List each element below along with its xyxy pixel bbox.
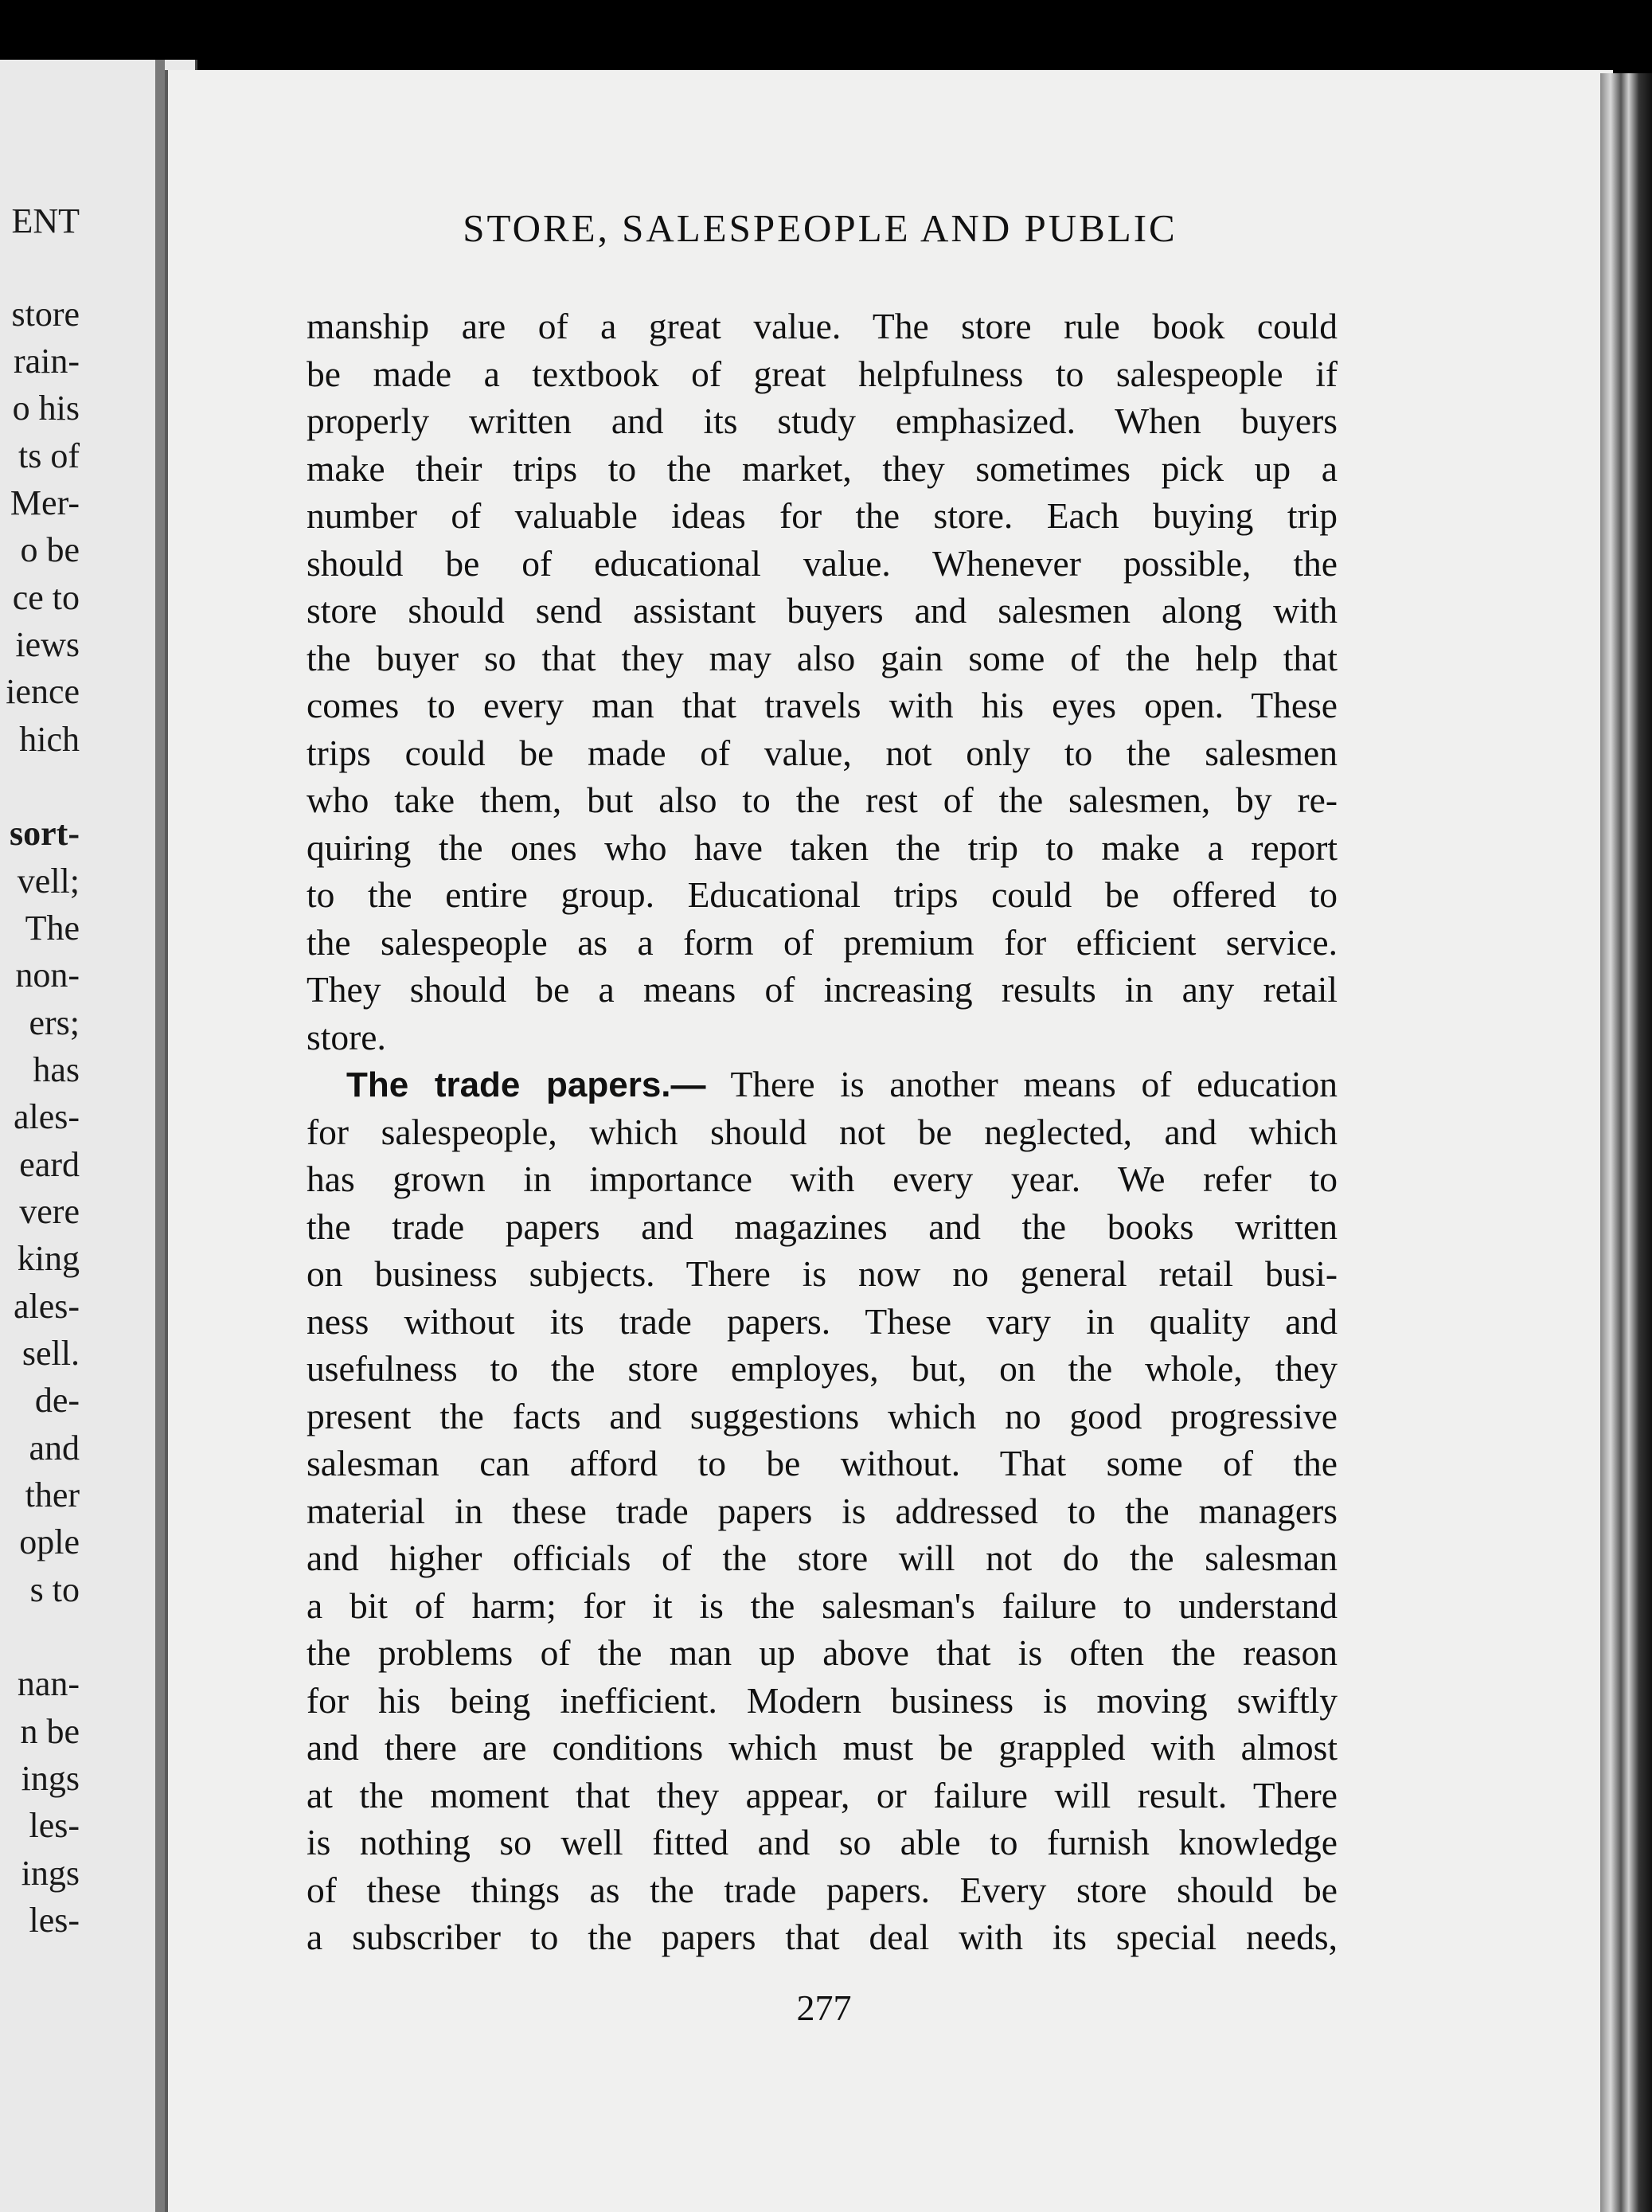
text-line: who take them, but also to the rest of the salesmen, by re- bbox=[307, 780, 1338, 820]
facing-page-text-fragment: o be bbox=[20, 530, 80, 569]
text-line-run: There is another means of education bbox=[730, 1064, 1338, 1104]
text-line: and higher officials of the store will not do the salesman bbox=[307, 1538, 1338, 1578]
page-number: 277 bbox=[796, 1987, 852, 2028]
facing-page-text-fragment: vere bbox=[19, 1192, 80, 1231]
facing-page-text-fragment: eard bbox=[19, 1145, 80, 1184]
running-head: STORE, SALESPEOPLE AND PUBLIC bbox=[463, 206, 1177, 250]
text-line: comes to every man that travels with his eyes open. These bbox=[307, 685, 1338, 725]
facing-page-text-fragment: ople bbox=[19, 1522, 80, 1561]
facing-page-text-fragment: les- bbox=[29, 1901, 80, 1940]
text-line: a bit of harm; for it is the salesman's failure to understand bbox=[307, 1585, 1338, 1626]
book-gutter bbox=[155, 60, 165, 2212]
facing-page-text-fragment: rain- bbox=[13, 342, 80, 381]
text-line: the trade papers and magazines and the books written bbox=[307, 1206, 1338, 1247]
facing-page-text-fragment: ers; bbox=[29, 1003, 80, 1042]
body-text bbox=[307, 303, 1338, 1961]
facing-page-text-fragment: n be bbox=[20, 1712, 80, 1751]
text-line: salesman can afford to be without. That some of the bbox=[307, 1443, 1338, 1483]
text-line: the problems of the man up above that is often the reason bbox=[307, 1632, 1338, 1673]
text-line: material in these trade papers is addressed to the managers bbox=[307, 1490, 1338, 1531]
facing-page-text-fragment: de- bbox=[34, 1381, 80, 1420]
text-line: be made a textbook of great helpfulness to salespeople if bbox=[307, 353, 1338, 394]
facing-page-text-fragment: ce to bbox=[12, 578, 80, 617]
facing-page-text-fragment: ales- bbox=[13, 1097, 80, 1136]
facing-page-text-fragment: vell; bbox=[17, 862, 80, 901]
facing-page-text-fragment: s to bbox=[29, 1570, 80, 1609]
facing-page-text-fragment: and bbox=[29, 1428, 80, 1468]
text-line: has grown in importance with every year. We refer to bbox=[307, 1159, 1338, 1199]
facing-page-text-fragment: o his bbox=[12, 389, 80, 428]
text-line: present the facts and suggestions which no good progressive bbox=[307, 1395, 1338, 1436]
facing-page-text-fragment: iews bbox=[15, 625, 80, 664]
page-edges bbox=[1600, 73, 1652, 2212]
text-line: store. bbox=[307, 1016, 386, 1057]
text-line: should be of educational value. Whenever possible, the bbox=[307, 542, 1338, 584]
text-line: properly written and its study emphasized. When buyers bbox=[307, 401, 1338, 441]
facing-page-text-fragment: ings bbox=[21, 1759, 80, 1798]
facing-page-text-fragment: ENT bbox=[11, 201, 80, 240]
text-line: a subscriber to the papers that deal with its special needs, bbox=[307, 1917, 1338, 1957]
text-line: of these things as the trade papers. Every store should be bbox=[307, 1869, 1338, 1910]
text-line: and there are conditions which must be grappled with almost bbox=[307, 1727, 1338, 1768]
facing-page-text-fragment: non- bbox=[15, 956, 80, 995]
text-line: trips could be made of value, not only to the salesmen bbox=[307, 732, 1338, 773]
scan-border-top bbox=[0, 0, 1652, 60]
facing-page-text-fragment: ts of bbox=[18, 436, 80, 475]
facing-page-text-fragment: king bbox=[17, 1239, 80, 1278]
text-line: on business subjects. There is now no general retail busi- bbox=[307, 1253, 1338, 1294]
facing-page-text-fragment: has bbox=[33, 1050, 80, 1089]
facing-page-text-fragment: ings bbox=[21, 1854, 80, 1893]
text-line: the buyer so that they may also gain some of the help that bbox=[307, 637, 1338, 678]
facing-page-text-fragment: store bbox=[11, 295, 80, 334]
facing-page-text-fragment: ther bbox=[25, 1475, 80, 1514]
facing-page-text-fragment: ience bbox=[6, 672, 80, 711]
text-line: for his being inefficient. Modern business is moving swiftly bbox=[307, 1679, 1338, 1721]
text-line: at the moment that they appear, or failure will result. There bbox=[307, 1774, 1338, 1815]
text-line: manship are of a great value. The store rule book could bbox=[307, 306, 1338, 346]
text-line: to the entire group. Educational trips could be offered to bbox=[307, 874, 1338, 915]
text-line: is nothing so well fitted and so able to furnish knowledge bbox=[307, 1822, 1338, 1862]
facing-page-text-fragment: sell. bbox=[21, 1334, 80, 1373]
text-line: for salespeople, which should not be neglected, and which bbox=[307, 1111, 1338, 1152]
text-line: They should be a means of increasing results in any retail bbox=[307, 969, 1338, 1010]
facing-page-text-fragment: nan- bbox=[17, 1664, 80, 1703]
text-line: store should send assistant buyers and salesmen along with bbox=[307, 590, 1338, 631]
text-line: make their trips to the market, they sometimes pick up a bbox=[307, 447, 1338, 489]
facing-page-text-fragment: The bbox=[25, 909, 80, 948]
section-heading-line bbox=[307, 1061, 1338, 1108]
text-line: quiring the ones who have taken the trip to make a report bbox=[307, 827, 1338, 868]
facing-page-text-fragment: ales- bbox=[13, 1287, 80, 1326]
text-line: number of valuable ideas for the store. Each buying trip bbox=[307, 495, 1338, 536]
text-line: ness without its trade papers. These vary in quality and bbox=[307, 1300, 1338, 1342]
facing-page-text-fragment: hich bbox=[19, 720, 80, 759]
facing-page-text-fragment: sort- bbox=[10, 814, 80, 853]
facing-page-text-fragment: Mer- bbox=[10, 483, 80, 522]
text-line: the salespeople as a form of premium for efficient service. bbox=[307, 921, 1338, 963]
section-heading: The trade papers.— bbox=[346, 1065, 706, 1104]
facing-page-text-fragment: les- bbox=[29, 1806, 80, 1845]
text-line: usefulness to the store employes, but, on the whole, they bbox=[307, 1348, 1338, 1389]
